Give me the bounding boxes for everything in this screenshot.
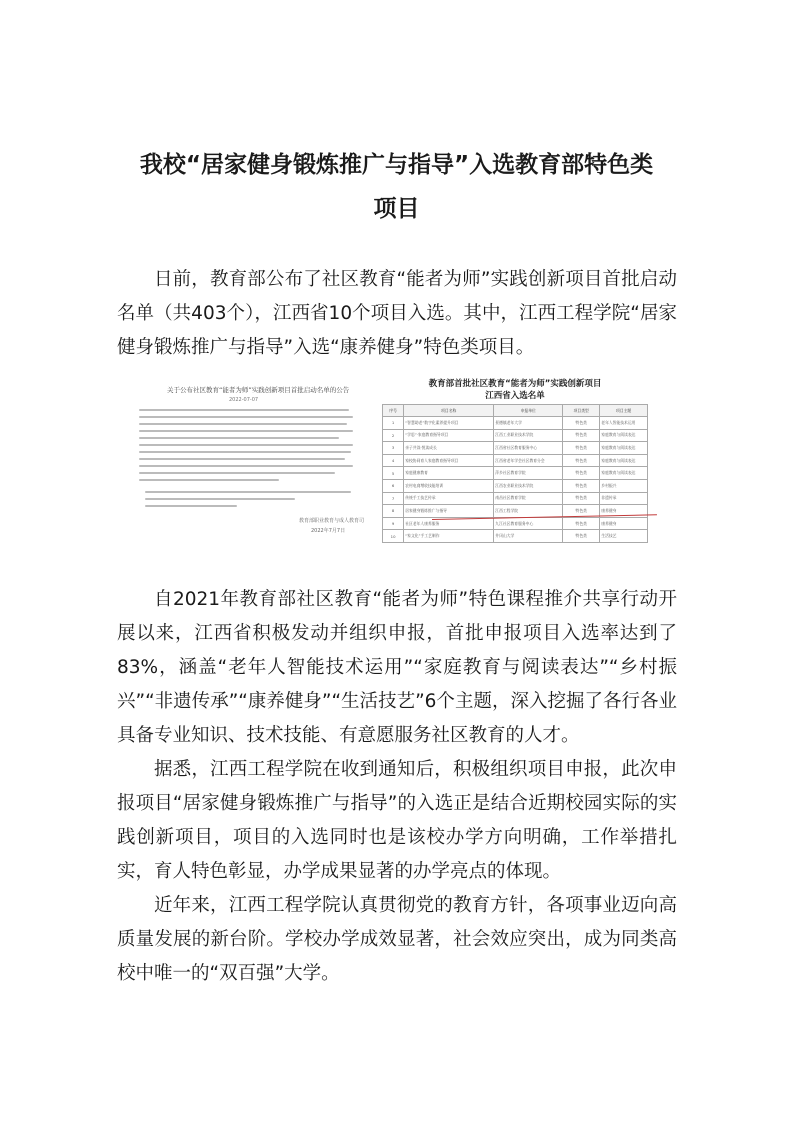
table-cell: 家庭健康教育 [404,467,494,480]
notice-text-line [139,437,339,439]
table-title-line-1: 教育部首批社区教育“能者为师”实践创新项目 [428,379,602,389]
table-row [383,417,648,430]
table-cell: 老年人智能技术运用 [600,417,648,430]
table-cell: 6 [383,479,404,492]
notice-text-line [139,451,351,453]
table-cell: 特色类 [563,517,600,530]
table-cell: 农村电商增收技能培训 [404,479,494,492]
table-cell: 非遗传承 [600,492,648,505]
notice-scan-image [127,375,365,550]
table-cell: 江西省社区教育服务中心 [494,442,563,455]
article-title-line-1: 我校“居家健身锻炼推广与指导”入选教育部特色类 [139,152,654,178]
table-cell: 特色类 [563,479,600,492]
table-cell: 家庭教育与阅读表达 [600,429,648,442]
table-header-row [383,405,648,417]
table-row [383,467,648,480]
table-cell: 8 [383,505,404,518]
table-cell: 江西工业职业技术学院 [494,429,563,442]
table-header-cell: 序号 [383,405,404,417]
table-cell: 特色类 [563,429,600,442]
table-cell: 3 [383,442,404,455]
table-row [383,454,648,467]
table-cell: 康养健身 [600,505,648,518]
table-header-cell: 项目主题 [600,405,648,417]
notice-title: 关于公布社区教育“能者为师”实践创新项目首批启动名单的公告 [167,386,350,394]
table-row [383,530,648,543]
table-cell: 特色类 [563,530,600,543]
table-cell: “学思”·家庭教育指导项目 [404,429,494,442]
notice-text-line [139,472,335,474]
table-cell: 萍乡社区教育学院 [494,467,563,480]
article-title [90,143,703,231]
table-cell: 1 [383,417,404,430]
paragraph-background: 自2021年教育部社区教育“能者为师”特色课程推介共享行动开展以来，江西省积极发动并组织申报，首批申报项目入选率达到了83%，涵盖“老年人智能技术运用”“家庭教育与阅读表达”“乡村振兴”“非遗传承”“康养健身”“生活技艺”6个主题，深入挖掘了各行各业具备专业知识、技术技能、有意愿服务社区教育的人才。 [117,589,677,746]
table-row [383,517,648,530]
table-cell: 江西工程学院 [494,505,563,518]
notice-signature: 教育部职业教育与成人教育司 [299,518,365,524]
table-cell: 特色类 [563,442,600,455]
notice-date: 2022-07-07 [229,397,259,403]
paragraph-intro: 日前，教育部公布了社区教育“能者为师”实践创新项目首批启动名单（共403个），江西省10个项目入选。其中，江西工程学院“居家健身锻炼推广与指导”入选“康养健身”特色类项目。 [117,269,677,358]
table-cell: 2 [383,429,404,442]
table-cell: 社区老年人康养服务 [404,517,494,530]
table-cell: 南昌社区教育学院 [494,492,563,505]
notice-text-line [139,409,349,411]
table-cell: 特色类 [563,492,600,505]
table-cell: 9 [383,517,404,530]
table-cell: 江西农业职业技术学院 [494,479,563,492]
table-row [383,442,648,455]
article-title-line-2: 项目 [373,196,420,222]
table-cell: 居家健身锻炼推广与指导 [404,505,494,518]
notice-text-line [145,505,237,507]
table-cell: 特色类 [563,467,600,480]
table-cell: 亲子共读·悦读成长 [404,442,494,455]
table-row [383,492,648,505]
table-cell: 井冈山大学 [494,530,563,543]
notice-text-line [139,458,345,460]
table-cell: 传统手工技艺传承 [404,492,494,505]
table-cell: 乡村振兴 [600,479,648,492]
table-cell: “家文化”手工艺制作 [404,530,494,543]
notice-text-line [145,491,351,493]
table-cell: 特色类 [563,505,600,518]
table-cell: 家校协同育人家庭教育指导项目 [404,454,494,467]
notice-sign-date: 2022年7月7日 [311,528,346,534]
notice-text-line [139,416,353,418]
table-title-line-2: 江西省入选名单 [485,391,545,401]
table-header-cell: 项目名称 [404,405,494,417]
table-cell: 特色类 [563,417,600,430]
table-header-cell: 申报单位 [494,405,563,417]
table-row [383,429,648,442]
table-cell: 4 [383,454,404,467]
selection-table [382,404,648,543]
table-header-cell: 项目类型 [563,405,600,417]
table-cell: 特色类 [563,454,600,467]
notice-text-line [139,444,353,446]
table-cell: 康养健身 [600,517,648,530]
selection-table-image [372,375,658,553]
table-cell: 家庭教育与阅读表达 [600,442,648,455]
notice-text-line [139,479,279,481]
table-cell: 景德镇老年大学 [494,417,563,430]
notice-text-line [139,430,353,432]
paragraph-school-application: 据悉，江西工程学院在收到通知后，积极组织项目申报，此次申报项目“居家健身锻炼推广与指导”的入选正是结合近期校园实际的实践创新项目，项目的入选同时也是该校办学方向明确，工作举措扎实，育人特色彰显，办学成果显著的办学亮点的体现。 [117,759,677,882]
table-cell: 7 [383,492,404,505]
table-cell: 5 [383,467,404,480]
paragraph-school-development: 近年来，江西工程学院认真贯彻党的教育方针，各项事业迈向高质量发展的新台阶。学校办学成效显著，社会效应突出，成为同类高校中唯一的“双百强”大学。 [117,895,677,984]
notice-text-line [139,423,347,425]
table-cell: 九江社区教育服务中心 [494,517,563,530]
table-row [383,479,648,492]
table-cell: “智慧助老”数字化素养提升项目 [404,417,494,430]
table-cell: 家庭教育与阅读表达 [600,467,648,480]
table-cell: 家庭教育与阅读表达 [600,454,648,467]
table-cell: 生活技艺 [600,530,648,543]
notice-text-line [139,465,353,467]
table-cell: 江西省老年学会社区教育分会 [494,454,563,467]
table-cell: 10 [383,530,404,543]
notice-text-line [145,498,295,500]
